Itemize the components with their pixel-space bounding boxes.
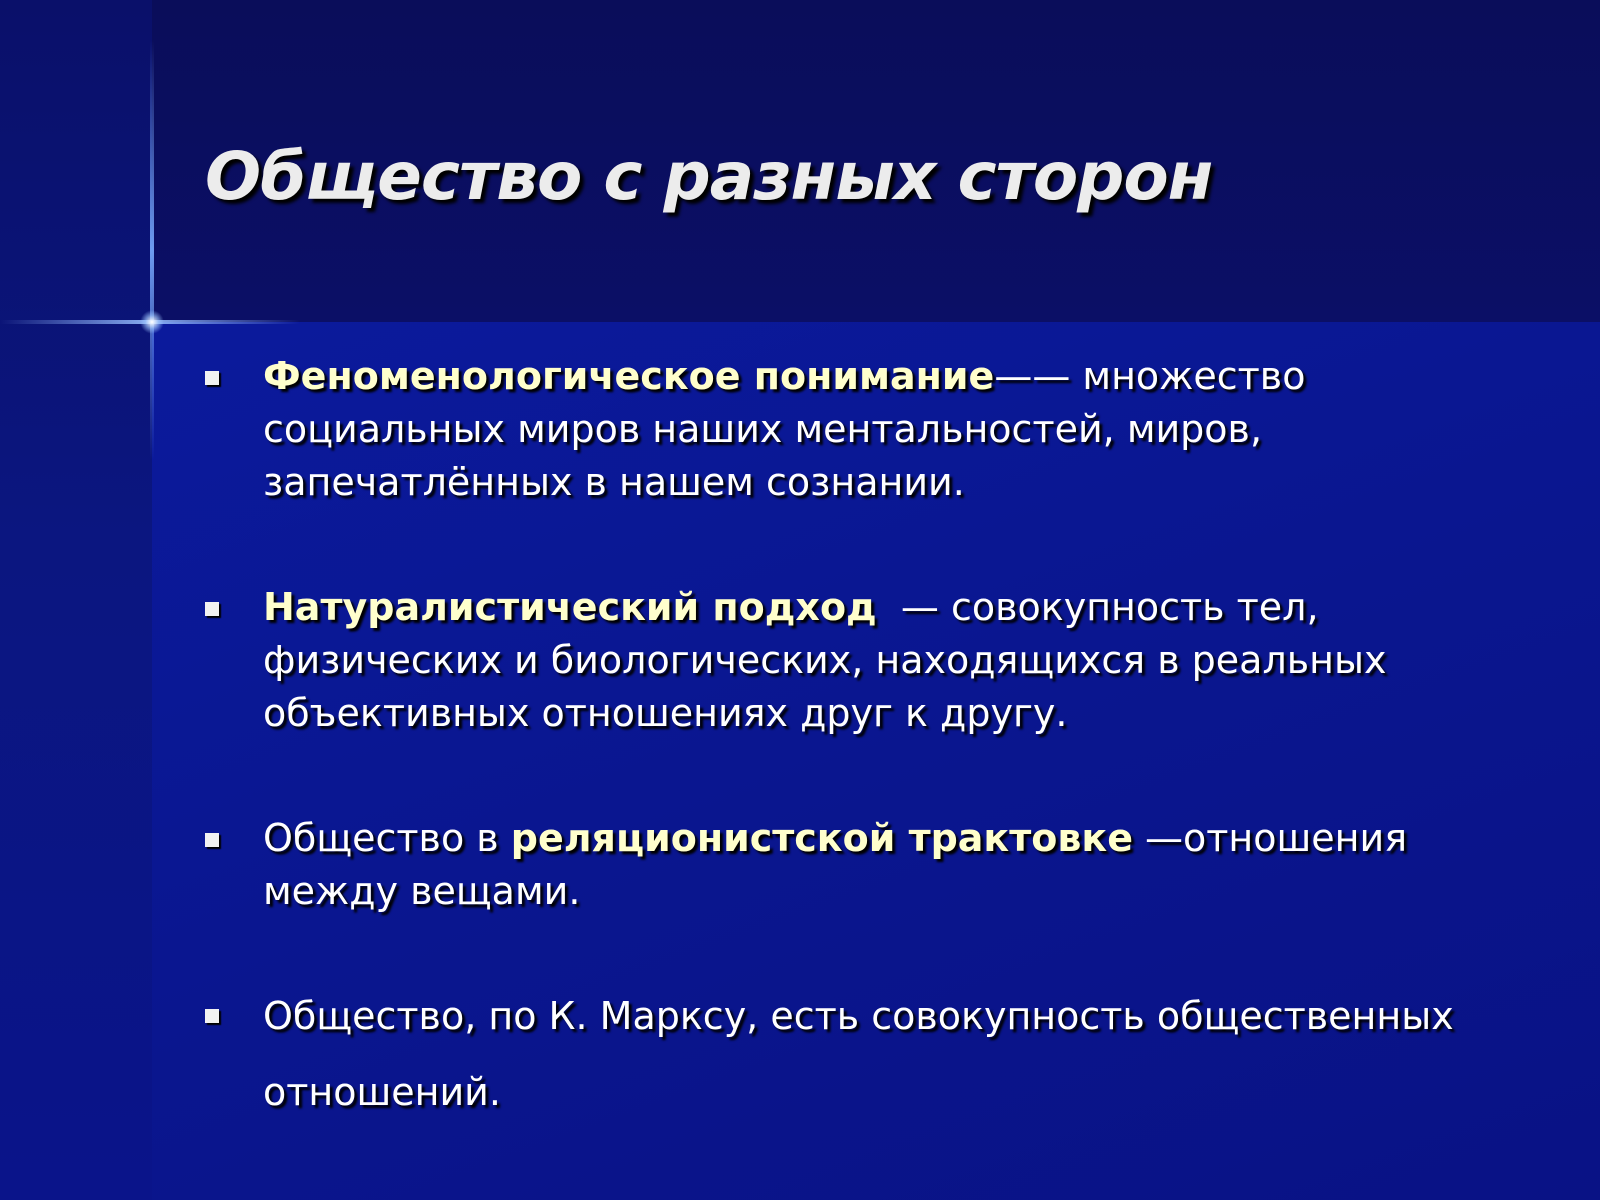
bullet-prefix: Общество в (263, 816, 511, 860)
bullet-item-marx (200, 978, 1490, 1130)
left-panel-background (0, 0, 152, 1200)
bullet-item-relational (200, 812, 1490, 918)
bullet-text: —отношения между вещами. (263, 816, 1420, 913)
bullet-square-icon (205, 602, 219, 616)
sparkle-star-icon (140, 310, 164, 334)
bullet-item-naturalistic (200, 581, 1490, 740)
bullet-term: реляционистской трактовке (510, 816, 1133, 860)
bullet-term: Натуралистический подход (263, 585, 877, 629)
bullet-item-phenomenological (200, 350, 1490, 509)
bullet-text: —— множество социальных миров наших ментальностей, миров, запечатлённых в нашем сознании. (263, 354, 1306, 504)
bullet-square-icon (205, 371, 219, 385)
bullet-square-icon (205, 1009, 219, 1023)
bullet-term: Феноменологическое понимание (263, 354, 995, 398)
bullet-list (200, 350, 1490, 1130)
bullet-square-icon (205, 833, 219, 847)
bullet-text: Общество, по К. Марксу, есть совокупность общественных отношений. (263, 994, 1454, 1114)
bullet-text: — совокупность тел, физических и биологических, находящихся в реальных объективных отношениях друг к другу. (263, 585, 1399, 735)
slide-title: Общество с разных сторон (205, 138, 1213, 215)
sparkle-vertical-ray (150, 40, 154, 460)
